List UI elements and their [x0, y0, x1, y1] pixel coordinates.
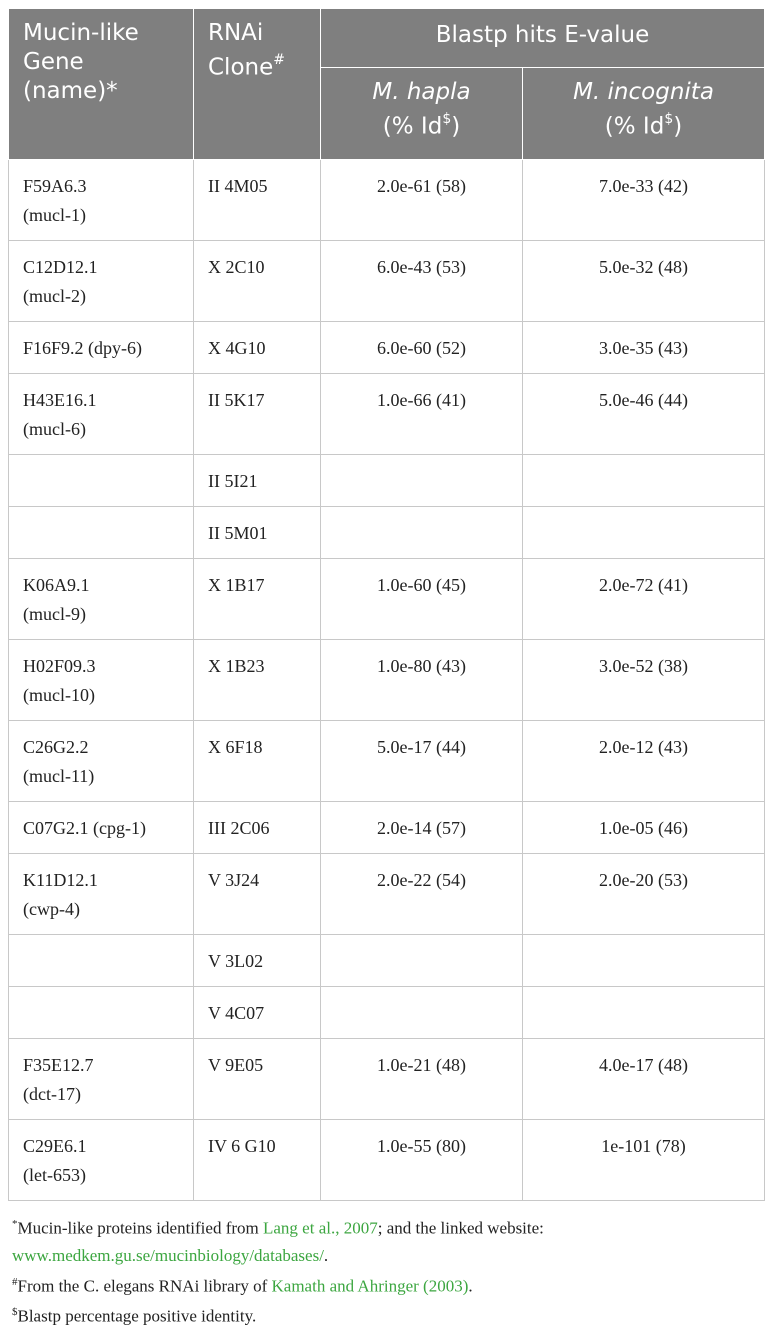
cell-m-incognita: 1.0e-05 (46)	[523, 802, 765, 854]
cell-m-hapla: 5.0e-17 (44)	[321, 721, 523, 802]
cell-m-hapla	[321, 507, 523, 559]
cell-clone: X 6F18	[194, 721, 321, 802]
cell-m-incognita: 1e-101 (78)	[523, 1120, 765, 1201]
table-row	[9, 854, 765, 935]
cell-gene: C07G2.1 (cpg-1)	[9, 802, 194, 854]
cell-m-incognita: 2.0e-20 (53)	[523, 854, 765, 935]
cell-m-incognita: 2.0e-72 (41)	[523, 559, 765, 640]
cell-m-hapla	[321, 455, 523, 507]
cell-m-incognita	[523, 507, 765, 559]
footnote-asterisk: *Mucin-like proteins identified from Lang et al., 2007; and the linked website: www.medkem.gu.se/mucinbiology/databases/.	[12, 1218, 544, 1265]
table-row	[9, 987, 765, 1039]
header-gene: Mucin-like Gene (name)*	[9, 9, 194, 160]
cell-m-incognita	[523, 935, 765, 987]
cell-m-incognita: 5.0e-46 (44)	[523, 374, 765, 455]
link-mucin-website[interactable]: www.medkem.gu.se/mucinbiology/databases/	[12, 1245, 324, 1265]
link-lang-2007[interactable]: Lang et al., 2007	[263, 1218, 378, 1238]
cell-gene: F35E12.7 (dct-17)	[9, 1039, 194, 1120]
footnote-hash: #From the C. elegans RNAi library of Kamath and Ahringer (2003).	[12, 1275, 473, 1296]
header-m-incognita: M. incognita (% Id$)	[523, 68, 765, 160]
cell-m-hapla	[321, 987, 523, 1039]
cell-gene	[9, 987, 194, 1039]
cell-m-hapla: 1.0e-60 (45)	[321, 559, 523, 640]
cell-m-hapla: 1.0e-80 (43)	[321, 640, 523, 721]
cell-clone: X 1B23	[194, 640, 321, 721]
table-row	[9, 1120, 765, 1201]
cell-m-incognita: 4.0e-17 (48)	[523, 1039, 765, 1120]
cell-clone: X 4G10	[194, 322, 321, 374]
cell-gene: C12D12.1 (mucl-2)	[9, 241, 194, 322]
cell-gene: K06A9.1 (mucl-9)	[9, 559, 194, 640]
table-row	[9, 1039, 765, 1120]
cell-clone: II 5I21	[194, 455, 321, 507]
cell-clone: X 1B17	[194, 559, 321, 640]
cell-m-incognita: 7.0e-33 (42)	[523, 160, 765, 241]
cell-gene: F16F9.2 (dpy-6)	[9, 322, 194, 374]
cell-gene: F59A6.3 (mucl-1)	[9, 160, 194, 241]
cell-clone: IV 6 G10	[194, 1120, 321, 1201]
cell-m-incognita	[523, 455, 765, 507]
cell-m-incognita: 3.0e-35 (43)	[523, 322, 765, 374]
footnotes	[8, 1211, 764, 1330]
cell-m-hapla: 1.0e-66 (41)	[321, 374, 523, 455]
cell-clone: V 3J24	[194, 854, 321, 935]
cell-m-hapla: 1.0e-55 (80)	[321, 1120, 523, 1201]
cell-m-hapla: 6.0e-43 (53)	[321, 241, 523, 322]
table-row	[9, 721, 765, 802]
cell-gene	[9, 507, 194, 559]
footnote-dollar: $Blastp percentage positive identity.	[12, 1306, 257, 1326]
table-row	[9, 241, 765, 322]
cell-m-incognita: 5.0e-32 (48)	[523, 241, 765, 322]
cell-m-hapla: 2.0e-61 (58)	[321, 160, 523, 241]
table-row	[9, 374, 765, 455]
header-blastp-group: Blastp hits E-value	[321, 9, 765, 68]
cell-m-incognita: 3.0e-52 (38)	[523, 640, 765, 721]
link-kamath-ahringer[interactable]: Kamath and Ahringer (2003)	[271, 1276, 469, 1296]
cell-m-hapla: 2.0e-22 (54)	[321, 854, 523, 935]
cell-clone: III 2C06	[194, 802, 321, 854]
cell-m-incognita	[523, 987, 765, 1039]
cell-gene	[9, 935, 194, 987]
cell-gene: C29E6.1 (let-653)	[9, 1120, 194, 1201]
cell-gene	[9, 455, 194, 507]
cell-gene: H43E16.1 (mucl-6)	[9, 374, 194, 455]
cell-clone: X 2C10	[194, 241, 321, 322]
cell-clone: II 5K17	[194, 374, 321, 455]
cell-m-hapla: 2.0e-14 (57)	[321, 802, 523, 854]
mucin-table	[8, 8, 765, 1201]
header-rnai-clone: RNAi Clone#	[194, 9, 321, 160]
table-row	[9, 559, 765, 640]
cell-clone: V 3L02	[194, 935, 321, 987]
cell-clone: II 4M05	[194, 160, 321, 241]
header-m-hapla: M. hapla (% Id$)	[321, 68, 523, 160]
table-header	[9, 9, 765, 160]
cell-m-hapla: 6.0e-60 (52)	[321, 322, 523, 374]
cell-m-incognita: 2.0e-12 (43)	[523, 721, 765, 802]
table-row	[9, 160, 765, 241]
table-row	[9, 507, 765, 559]
cell-gene: C26G2.2 (mucl-11)	[9, 721, 194, 802]
table-row	[9, 802, 765, 854]
table-row	[9, 455, 765, 507]
table-row	[9, 640, 765, 721]
cell-clone: V 4C07	[194, 987, 321, 1039]
cell-gene: K11D12.1 (cwp-4)	[9, 854, 194, 935]
table-wrapper	[8, 8, 764, 1330]
cell-clone: V 9E05	[194, 1039, 321, 1120]
table-body	[9, 160, 765, 1201]
cell-m-hapla	[321, 935, 523, 987]
table-row	[9, 322, 765, 374]
cell-gene: H02F09.3 (mucl-10)	[9, 640, 194, 721]
cell-clone: II 5M01	[194, 507, 321, 559]
table-row	[9, 935, 765, 987]
cell-m-hapla: 1.0e-21 (48)	[321, 1039, 523, 1120]
